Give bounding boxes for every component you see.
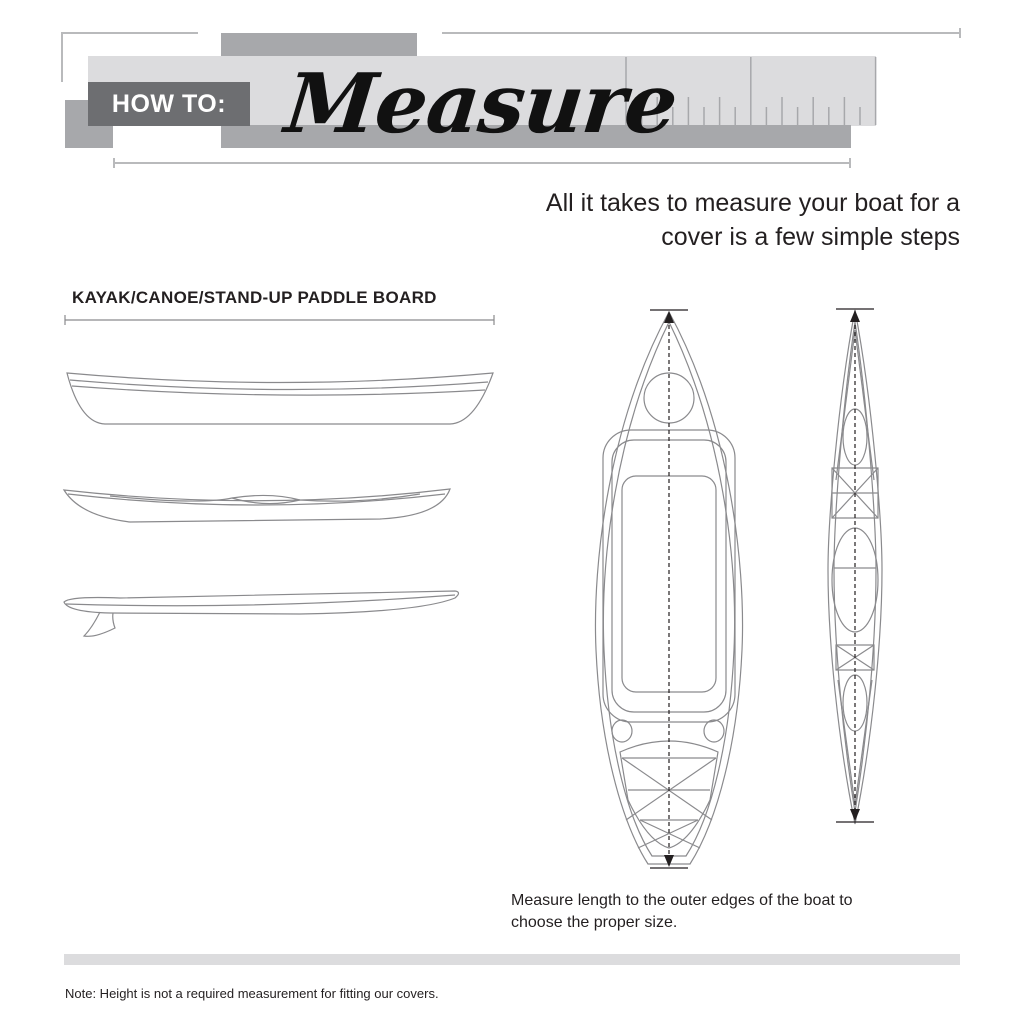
intro-line-1: All it takes to measure your boat for a	[545, 189, 960, 217]
caption-line-1: Measure length to the outer edges of the boat to	[511, 892, 853, 909]
how-to-badge: HOW TO:	[88, 82, 250, 126]
intro-line-2: cover is a few simple steps	[661, 223, 960, 251]
page-title: Measure	[280, 56, 682, 152]
measure-caption	[511, 890, 931, 934]
footer-note: Note: Height is not a required measurement for fitting our covers.	[65, 986, 439, 1001]
arrow-down-icon	[850, 809, 860, 821]
section-label: KAYAK/CANOE/STAND-UP PADDLE BOARD	[72, 288, 437, 307]
caption-line-2: choose the proper size.	[511, 914, 678, 931]
arrow-up-icon	[850, 310, 860, 322]
footer-divider	[64, 954, 960, 965]
